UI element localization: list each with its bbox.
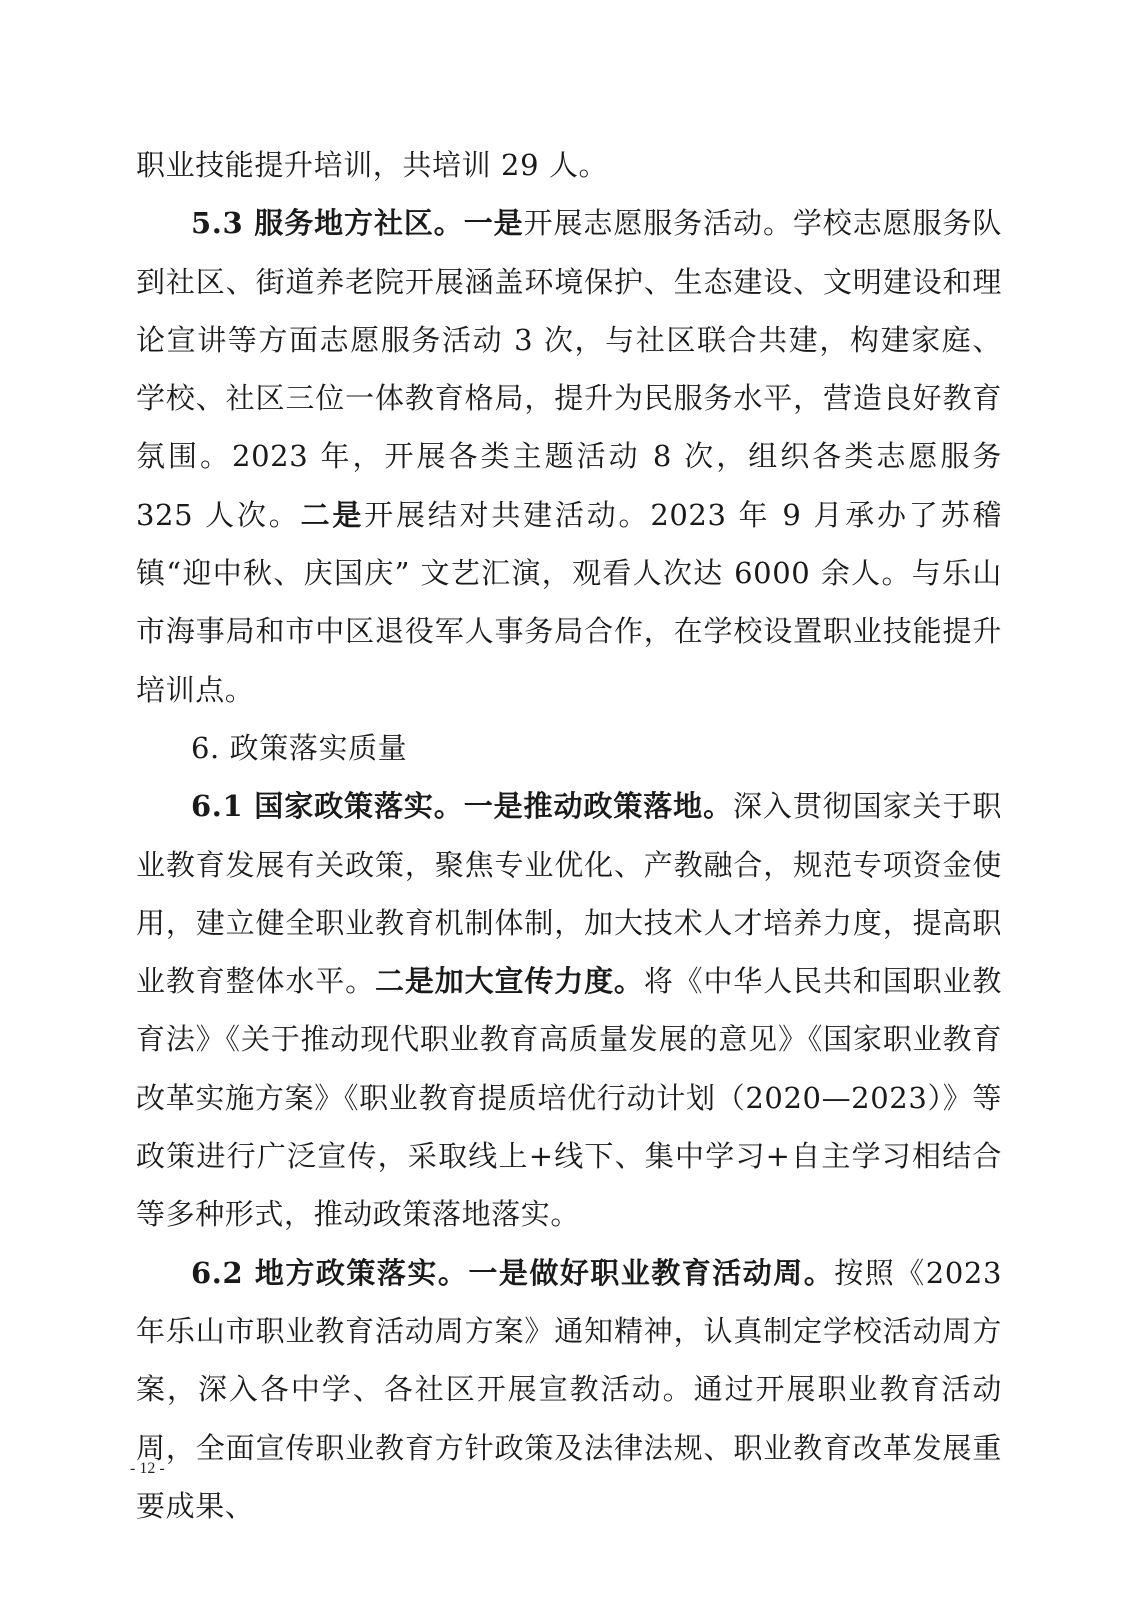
paragraph-6-1 — [136, 777, 1002, 1243]
paragraph-6-2 — [136, 1244, 1002, 1535]
section-heading-5-3: 5.3 服务地方社区。 — [191, 206, 464, 241]
page-number: - 12 - — [130, 1460, 165, 1477]
paragraph-text-2: 将《中华人民共和国职业教育法》《关于推动现代职业教育高质量发展的意见》《国家职业教育改革实施方案》《职业教育提质培优行动计划（2020—2023）》等政策进行广泛宣传，采取线上+线下、集中学习+自主学习相结合等多种形式，推动政策落地落实。 — [136, 964, 1002, 1232]
section-heading-6-2: 6.2 地方政策落实。一是做好职业教育活动周。 — [191, 1255, 835, 1290]
paragraph-text: 按照《2023 年乐山市职业教育活动周方案》通知精神，认真制定学校活动周方案，深入各中学、各社区开展宣教活动。通过开展职业教育活动周，全面宣传职业教育方针政策及法律法规、职业教育改革发展重要成果、 — [136, 1255, 1002, 1523]
paragraph-text: 开展志愿服务活动。学校志愿服务队到社区、街道养老院开展涵盖环境保护、生态建设、文明建设和理论宣讲等方面志愿服务活动 3 次，与社区联合共建，构建家庭、学校、社区三位一体教育格局，提升为民服务水平，营造良好教育氛围。2023 年，开展各类主题活动 8 次，组织各类志愿服务 325 人次。 — [136, 206, 1002, 532]
point-one-label: 一是 — [463, 206, 524, 241]
paragraph-continuation — [136, 136, 1002, 194]
paragraph-text: 职业技能提升培训，共培训 29 人。 — [136, 148, 609, 182]
point-two-label: 二是加大宣传力度。 — [374, 964, 644, 999]
body-text — [136, 136, 1002, 1535]
point-two-label: 二是 — [300, 497, 365, 532]
section-heading-6 — [136, 719, 1002, 777]
section-heading-6-1: 6.1 国家政策落实。一是推动政策落地。 — [191, 789, 734, 824]
paragraph-text-2: 开展结对共建活动。2023 年 9 月承办了苏稽镇“迎中秋、庆国庆” 文艺汇演，观看人次达 6000 余人。与乐山市海事局和市中区退役军人事务局合作，在学校设置职业技能提升培训点。 — [136, 497, 1002, 707]
heading-text: 6. 政策落实质量 — [191, 730, 408, 765]
paragraph-text: 深入贯彻国家关于职业教育发展有关政策，聚焦专业优化、产教融合，规范专项资金使用，建立健全职业教育机制体制，加大技术人才培养力度，提高职业教育整体水平。 — [136, 789, 1002, 999]
paragraph-5-3 — [136, 194, 1002, 719]
